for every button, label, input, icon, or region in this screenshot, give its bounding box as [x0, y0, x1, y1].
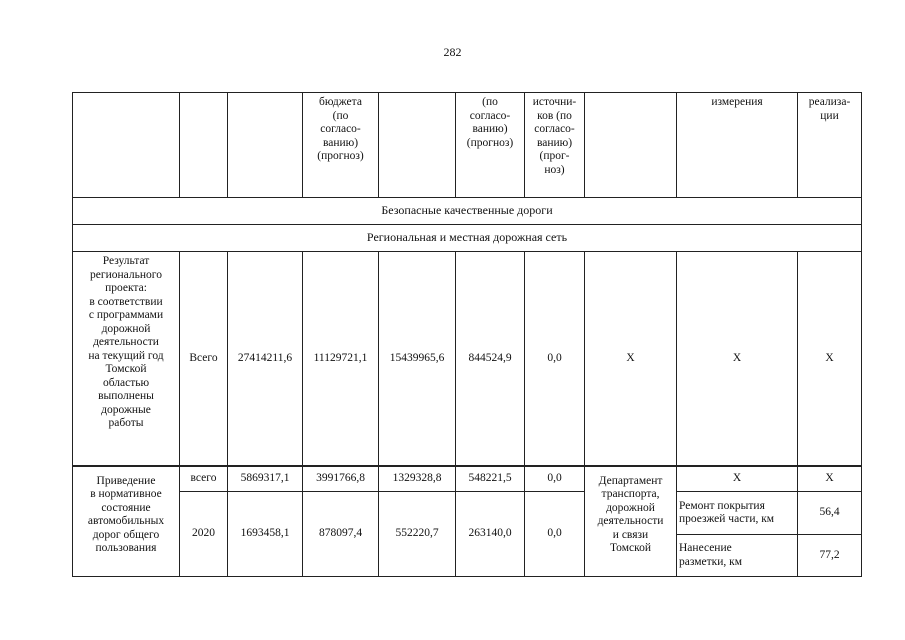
header-cell-6: (по согласо- ванию) (прогноз) — [456, 93, 525, 198]
program-table — [72, 92, 862, 577]
result-total: 27414211,6 — [228, 252, 303, 466]
result-row — [73, 252, 862, 466]
indicator-name: Ремонт покрытия проезжей части, км — [677, 492, 798, 535]
task-executor: Департамент транспорта, дорожной деятельности и связи Томской — [585, 466, 677, 577]
task-period-total: всего — [180, 466, 228, 492]
result-value: Х — [798, 252, 862, 466]
subsection-row — [73, 225, 862, 252]
section-row — [73, 198, 862, 225]
task-row-total — [73, 466, 862, 492]
task-value-x: Х — [798, 466, 862, 492]
result-executor: Х — [585, 252, 677, 466]
subsection-title: Региональная и местная дорожная сеть — [73, 225, 862, 252]
task-indicator-x: Х — [677, 466, 798, 492]
header-cell-1 — [73, 93, 180, 198]
result-budget-1: 11129721,1 — [303, 252, 379, 466]
result-other: 0,0 — [525, 252, 585, 466]
task-total-v3: 1329328,8 — [379, 466, 456, 492]
task-2020-v4: 263140,0 — [456, 492, 525, 577]
header-cell-9: измерения — [677, 93, 798, 198]
result-budget-2: 15439965,6 — [379, 252, 456, 466]
indicator-value: 77,2 — [798, 535, 862, 577]
header-cell-7: источни- ков (по согласо- ванию) (прог- ноз) — [525, 93, 585, 198]
task-2020-v5: 0,0 — [525, 492, 585, 577]
task-row-2020 — [73, 492, 862, 535]
page-number: 282 — [443, 45, 462, 59]
task-2020-v3: 552220,7 — [379, 492, 456, 577]
task-2020-v1: 1693458,1 — [228, 492, 303, 577]
result-budget-3: 844524,9 — [456, 252, 525, 466]
header-cell-8 — [585, 93, 677, 198]
result-period: Всего — [180, 252, 228, 466]
header-row — [73, 93, 862, 198]
task-total-v4: 548221,5 — [456, 466, 525, 492]
indicator-value: 56,4 — [798, 492, 862, 535]
result-name: Результат регионального проекта: в соответствии с программами дорожной деятельности на текущий год Томской областью выполнены дорожные работы — [73, 252, 180, 466]
header-cell-5 — [379, 93, 456, 198]
indicator-name: Нанесение разметки, км — [677, 535, 798, 577]
task-total-v1: 5869317,1 — [228, 466, 303, 492]
header-cell-2 — [180, 93, 228, 198]
header-cell-4: бюджета (по согласо- ванию) (прогноз) — [303, 93, 379, 198]
header-cell-10: реализа- ции — [798, 93, 862, 198]
task-period-2020: 2020 — [180, 492, 228, 577]
result-indicator: Х — [677, 252, 798, 466]
task-total-v2: 3991766,8 — [303, 466, 379, 492]
section-title: Безопасные качественные дороги — [73, 198, 862, 225]
task-2020-v2: 878097,4 — [303, 492, 379, 577]
task-total-v5: 0,0 — [525, 466, 585, 492]
task-name: Приведение в нормативное состояние автомобильных дорог общего пользования — [73, 466, 180, 577]
header-cell-3 — [228, 93, 303, 198]
